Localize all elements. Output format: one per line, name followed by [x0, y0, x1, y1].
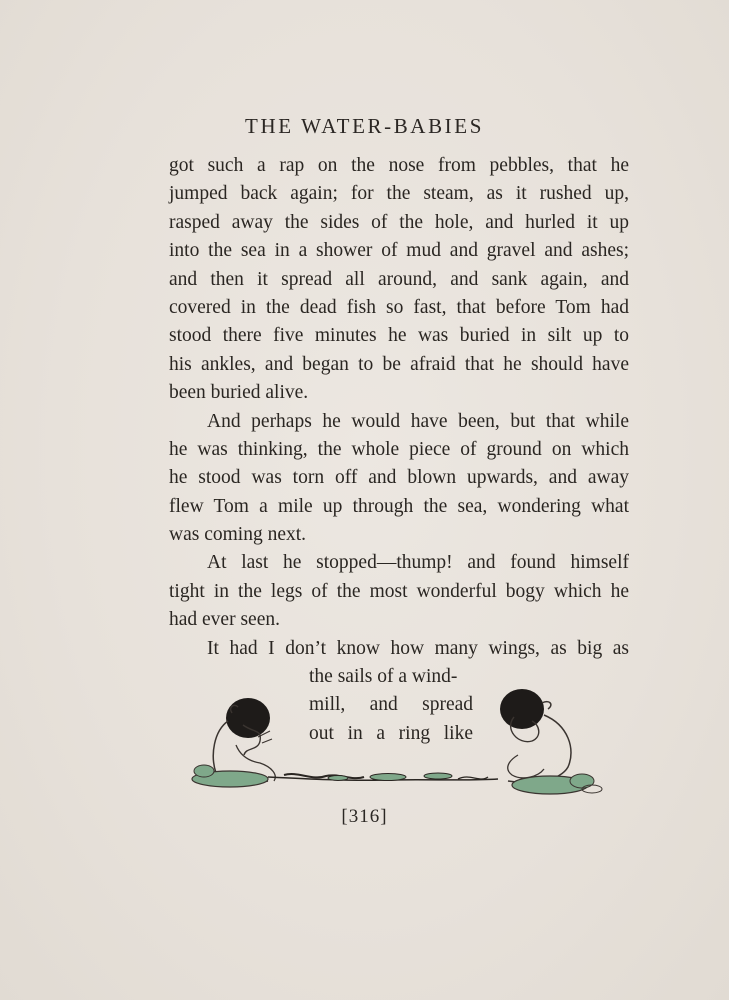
text-line: And perhaps he would have been, but that while: [207, 410, 629, 432]
text-line: his ankles, and began to be afraid that he should have: [169, 353, 629, 375]
page-number: [316]: [341, 806, 388, 827]
text-line: he was thinking, the whole piece of ground on which: [169, 438, 629, 460]
text-line: the sails of a wind-: [309, 666, 458, 688]
text-line: and then it spread all around, and sank again, and: [169, 268, 629, 290]
text-line: jumped back again; for the steam, as it rushed up,: [169, 183, 629, 205]
right-child-figure: [500, 689, 602, 794]
text-line: he stood was torn off and blown upwards, and away: [169, 467, 629, 489]
running-head: THE WATER-BABIES: [245, 114, 484, 138]
text-line: tight in the legs of the most wonderful bogy which he: [169, 580, 629, 602]
text-line: stood there five minutes he was buried in silt up to: [169, 325, 629, 347]
right-child-hair: [500, 689, 544, 729]
left-child-hair: [226, 698, 270, 738]
text-line: was coming next.: [169, 524, 307, 546]
left-child-figure: [192, 698, 275, 787]
text-line: rasped away the sides of the hole, and hurled it up: [169, 211, 629, 233]
text-line: had ever seen.: [169, 609, 280, 631]
text-line: into the sea in a shower of mud and gravel and ashes;: [169, 240, 629, 262]
seabed-ground: [268, 773, 498, 781]
text-line: been buried alive.: [169, 382, 309, 404]
text-line: got such a rap on the nose from pebbles, that he: [169, 155, 629, 176]
water-babies-illustration: [188, 685, 608, 805]
text-line: mill, and spread: [309, 694, 473, 716]
body-text: [169, 152, 629, 748]
text-line: It had I don’t know how many wings, as big as: [207, 637, 629, 659]
text-line: covered in the dead fish so fast, that before Tom had: [169, 296, 629, 318]
text-line: out in a ring like: [309, 722, 473, 744]
text-line: flew Tom a mile up through the sea, wondering what: [169, 495, 629, 517]
text-line: At last he stopped—thump! and found himself: [207, 552, 629, 574]
